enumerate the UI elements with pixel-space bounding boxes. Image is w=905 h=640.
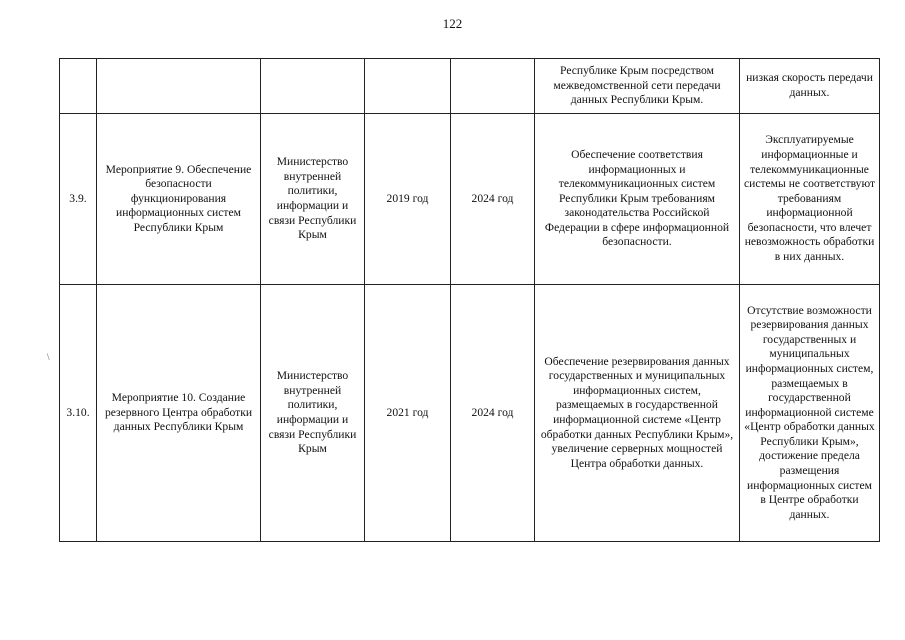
start-year-cell [365, 59, 451, 114]
start-year-cell: 2021 год [365, 285, 451, 542]
activity-cell [97, 59, 261, 114]
end-year-cell [451, 59, 535, 114]
row-number-cell: 3.10. [60, 285, 97, 542]
expected-result-cell: Обеспечение резервирования данных государственных и муниципальных информационных систем, размещаемых в государственной информационной системе «Центр обработки данных Республики Крым», увеличение серверных мощностей Центра обработки данных. [535, 285, 740, 542]
expected-result-cell: Республике Крым посредством межведомственной сети передачи данных Республики Крым. [535, 59, 740, 114]
executor-cell: Министерство внутренней политики, информации и связи Республики Крым [261, 114, 365, 285]
consequences-cell: Отсутствие возможности резервирования данных государственных и муниципальных информационных систем, размещаемых в государственной информационной системе «Центр обработки данных Республики Крым», достижение предела размещения информационных систем в Центре обработки данных. [740, 285, 880, 542]
row-number-cell: 3.9. [60, 114, 97, 285]
row-number-cell [60, 59, 97, 114]
end-year-cell: 2024 год [451, 285, 535, 542]
activity-cell: Мероприятие 9. Обеспечение безопасности функционирования информационных систем Республики Крым [97, 114, 261, 285]
start-year-cell: 2019 год [365, 114, 451, 285]
activity-cell: Мероприятие 10. Создание резервного Центра обработки данных Республики Крым [97, 285, 261, 542]
consequences-cell: низкая скорость передачи данных. [740, 59, 880, 114]
executor-cell [261, 59, 365, 114]
consequences-cell: Эксплуатируемые информационные и телекоммуникационные системы не соответствуют требованиям информационной безопасности, что влечет невозможность обработки в них данных. [740, 114, 880, 285]
measures-table [59, 58, 880, 542]
expected-result-cell: Обеспечение соответствия информационных и телекоммуникационных систем Республики Крым требованиям законодательства Российской Федерации в сфере информационной безопасности. [535, 114, 740, 285]
table-row [60, 114, 880, 285]
executor-cell: Министерство внутренней политики, информации и связи Республики Крым [261, 285, 365, 542]
table-row [60, 59, 880, 114]
table-row [60, 285, 880, 542]
page-number: 122 [442, 16, 463, 31]
end-year-cell: 2024 год [451, 114, 535, 285]
margin-mark: \ [47, 352, 50, 362]
